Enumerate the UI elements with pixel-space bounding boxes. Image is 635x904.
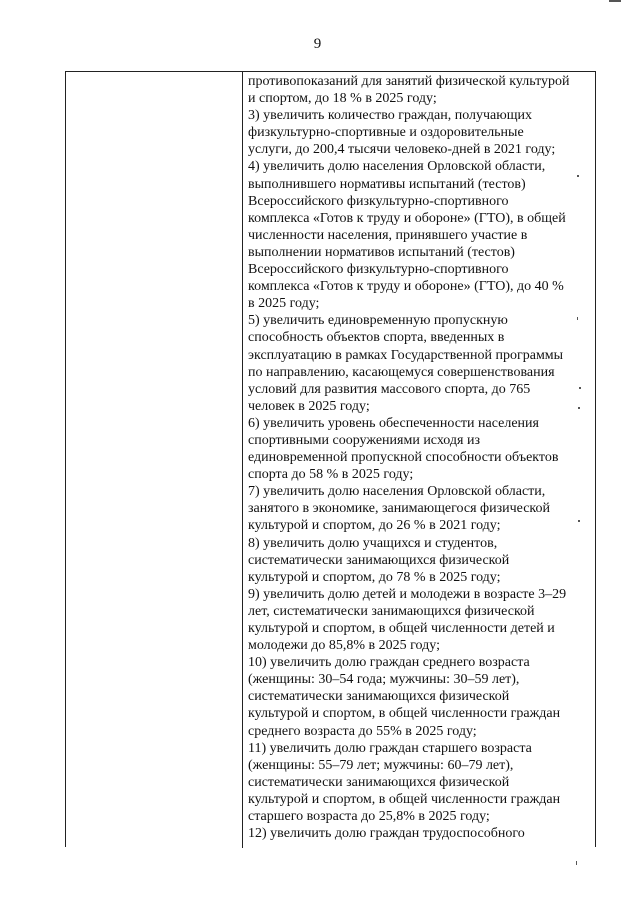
cell-text-line: (женщины: 30–54 года; мужчины: 30–59 лет),: [248, 672, 520, 688]
cell-text-line: молодежи до 85,8% в 2025 году;: [248, 638, 440, 654]
cell-text-line: среднего возраста до 55% в 2025 году;: [248, 723, 477, 739]
cell-text-line: 11) увеличить долю граждан старшего возраста: [248, 740, 532, 756]
scan-artifact: [578, 520, 580, 522]
content-table: [65, 71, 596, 847]
cell-text-line: и спортом, до 18 % в 2025 году;: [248, 91, 437, 107]
cell-text-line: человек в 2025 году;: [248, 398, 370, 414]
scan-artifact: [577, 317, 578, 320]
scan-artifact: [577, 175, 579, 177]
cell-text-line: 12) увеличить долю граждан трудоспособного: [248, 826, 525, 842]
cell-text-line: комплекса «Готов к труду и обороне» (ГТО), до 40 %: [248, 279, 564, 295]
cell-text-line: выполнившего нормативы испытаний (тестов): [248, 176, 526, 192]
cell-text-line: лет, систематически занимающихся физической: [248, 603, 535, 619]
cell-text-line: культурой и спортом, в общей численности граждан: [248, 791, 561, 807]
page-number: 9: [313, 36, 322, 52]
cell-text-line: культурой и спортом, до 26 % в 2021 году;: [248, 518, 501, 534]
cell-text-line: условий для развития массового спорта, до 765: [248, 381, 531, 397]
scan-artifact: [609, 0, 621, 2]
cell-text-line: единовременной пропускной способности объектов: [248, 450, 559, 466]
cell-text-line: эксплуатацию в рамках Государственной программы: [248, 347, 564, 363]
cell-text-line: по направлению, касающемуся совершенствования: [248, 364, 555, 380]
cell-text-line: способность объектов спорта, введенных в: [248, 330, 505, 346]
scan-artifact: [578, 407, 580, 409]
cell-text-line: культурой и спортом, до 78 % в 2025 году;: [248, 569, 501, 585]
cell-text-line: услуги, до 200,4 тысячи человеко-дней в 2021 году;: [248, 142, 556, 158]
cell-text-line: систематически занимающихся физической: [248, 774, 510, 790]
cell-text-line: 7) увеличить долю населения Орловской области,: [248, 484, 546, 500]
cell-text-line: Всероссийского физкультурно-спортивного: [248, 262, 509, 278]
cell-text-line: Всероссийского физкультурно-спортивного: [248, 193, 509, 209]
cell-text-line: систематически занимающихся физической: [248, 689, 510, 705]
cell-text-line: комплекса «Готов к труду и обороне» (ГТО), в общей: [248, 210, 566, 226]
cell-text-line: спорта до 58 % в 2025 году;: [248, 467, 414, 483]
cell-text-line: систематически занимающихся физической: [248, 552, 510, 568]
cell-text-line: (женщины: 55–79 лет; мужчины: 60–79 лет),: [248, 757, 514, 773]
cell-text-line: 10) увеличить долю граждан среднего возраста: [248, 655, 530, 671]
cell-text-line: выполнении нормативов испытаний (тестов): [248, 244, 515, 260]
cell-text-line: старшего возраста до 25,8% в 2025 году;: [248, 809, 490, 825]
cell-text-line: 3) увеличить количество граждан, получающих: [248, 108, 532, 124]
cell-text-line: противопоказаний для занятий физической культурой: [248, 74, 570, 89]
cell-text-line: 5) увеличить единовременную пропускную: [248, 313, 508, 329]
scan-artifact: [579, 387, 581, 389]
column-divider: [242, 72, 243, 848]
cell-text-line: численности населения, принявшего участие в: [248, 227, 528, 243]
scan-artifact: [576, 861, 577, 865]
cell-text-line: спортивными сооружениями исходя из: [248, 432, 480, 448]
cell-text-line: в 2025 году;: [248, 296, 320, 312]
cell-text-line: 9) увеличить долю детей и молодежи в возрасте 3–29: [248, 586, 567, 602]
cell-text-line: 4) увеличить долю населения Орловской области,: [248, 159, 546, 175]
table-right-cell: [248, 73, 593, 842]
cell-text-line: культурой и спортом, в общей численности граждан: [248, 706, 561, 722]
cell-text-line: 8) увеличить долю учащихся и студентов,: [248, 535, 498, 551]
cell-text-line: культурой и спортом, в общей численности детей и: [248, 621, 555, 636]
cell-text-line: занятого в экономике, занимающегося физической: [248, 501, 550, 517]
cell-text-line: физкультурно-спортивные и оздоровительные: [248, 125, 524, 141]
cell-text-line: 6) увеличить уровень обеспеченности населения: [248, 415, 539, 431]
